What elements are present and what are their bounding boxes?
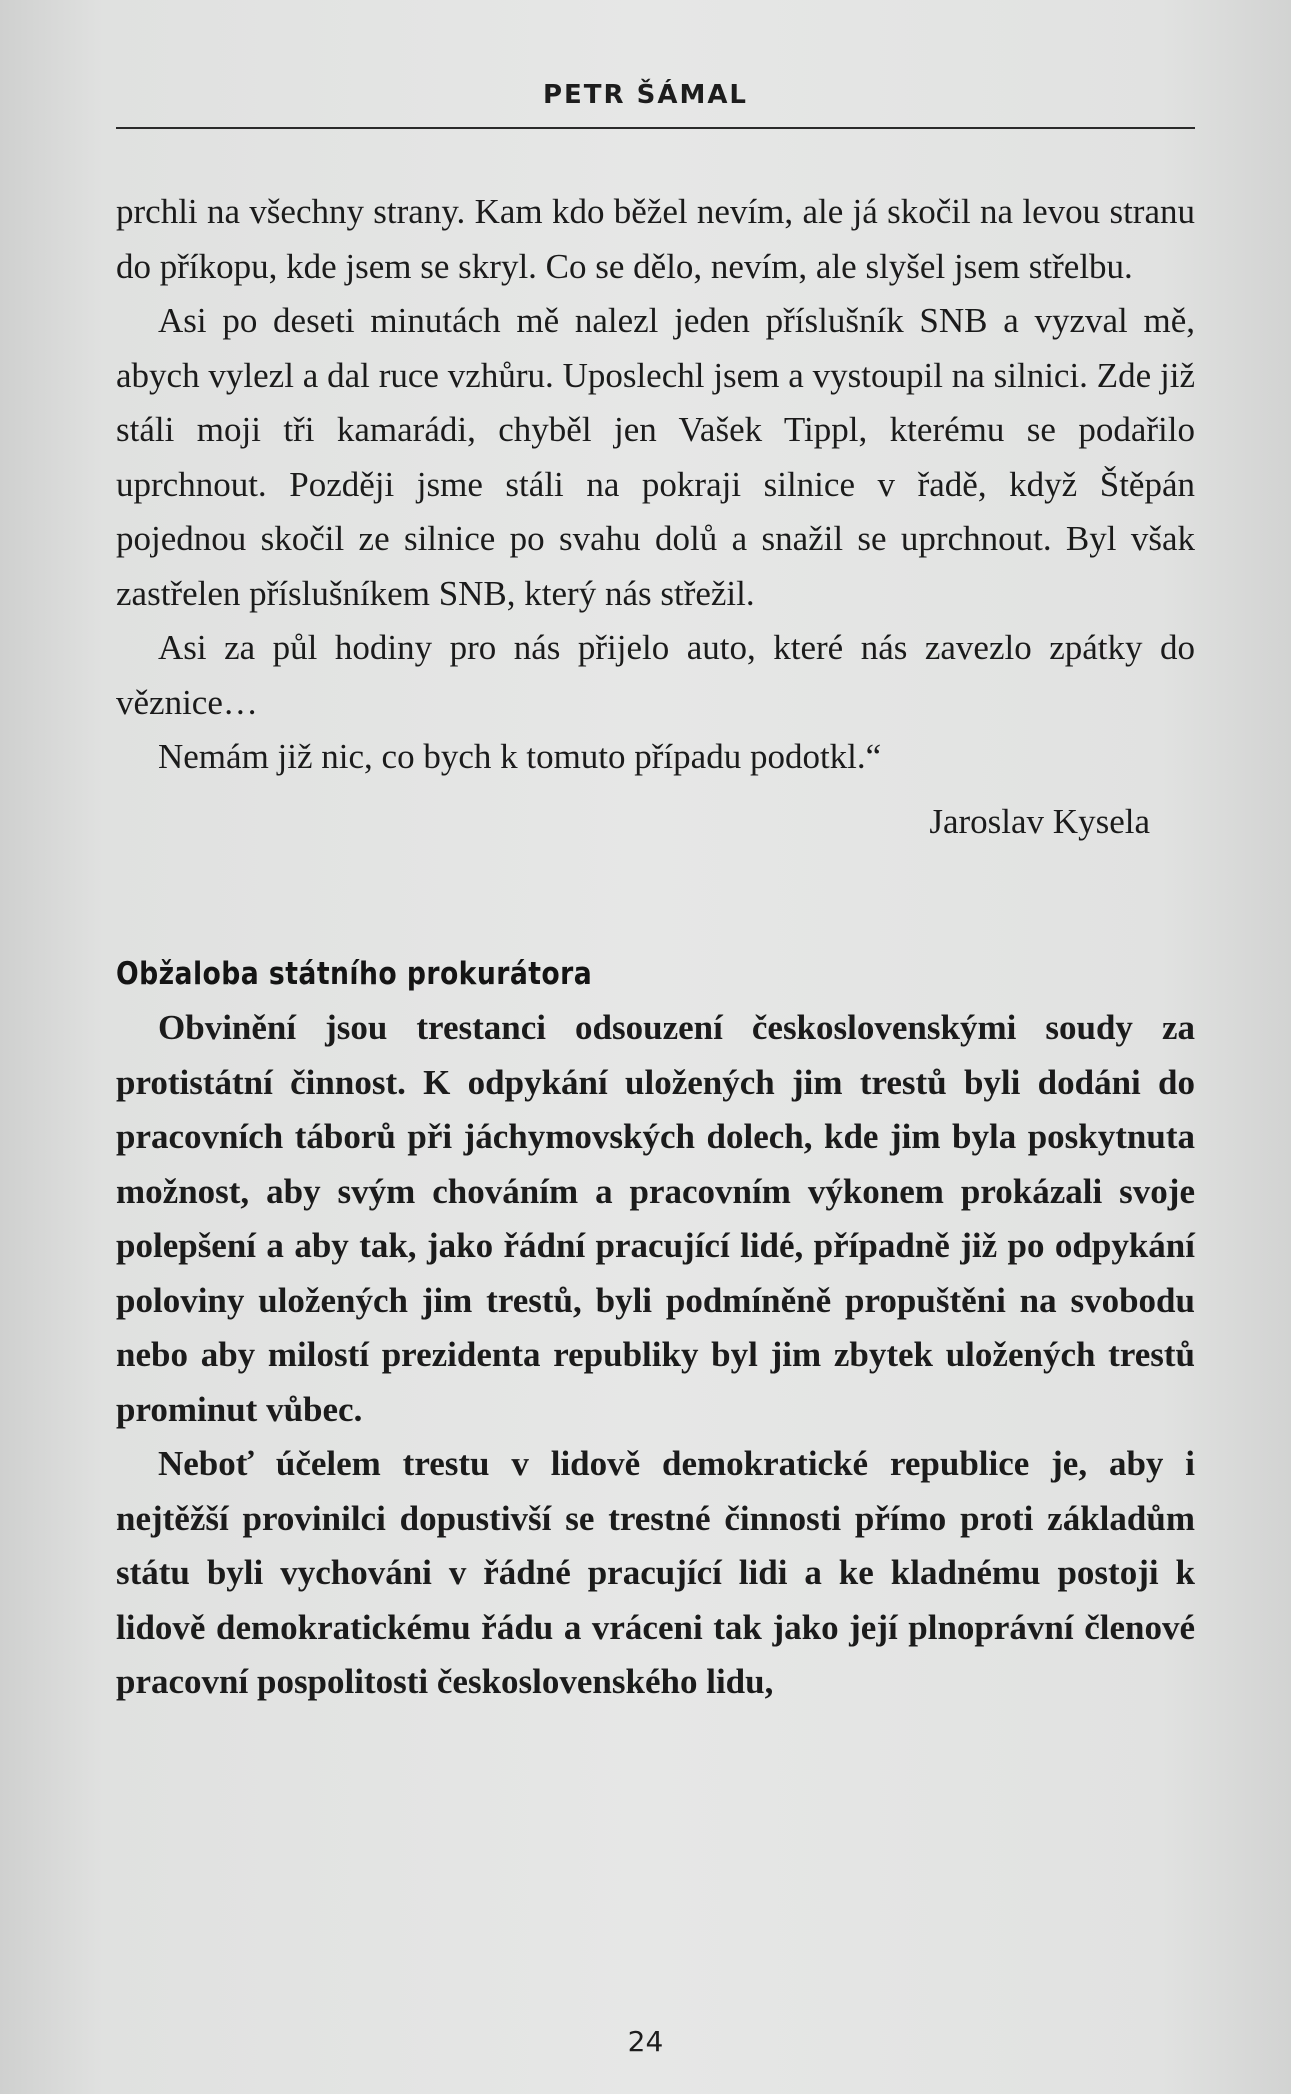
section-heading: Obžaloba státního prokurátora xyxy=(116,956,593,992)
header-rule xyxy=(116,127,1195,129)
paragraph: Nemám již nic, co bych k tomuto případu podotkl.“ xyxy=(158,737,882,776)
paragraph: Neboť účelem trestu v lidově demokratické republice je, aby i nejtěžší provinilci dopustivší se trestné činnosti přímo proti základům státu byli vychováni v řádné pracující lidi a ke kladnému postoji k lidově demokratickému řádu a vráceni tak jako její plnoprávní členové pracovní pospolitosti československého lidu, xyxy=(116,1444,1195,1701)
section-body xyxy=(116,1001,1195,1710)
paragraph: Asi po deseti minutách mě nalezl jeden příslušník SNB a vyzval mě, abych vylezl a dal ruce vzhůru. Uposlechl jsem a vystoupil na silnici. Zde již stáli moji tři kamarádi, chyběl jen Vašek Tippl, kterému se podařilo uprchnout. Později jsme stáli na pokraji silnice v řadě, když Štěpán pojednou skočil ze silnice po svahu dolů a snažil se uprchnout. Byl však zastřelen příslušníkem SNB, který nás střežil. xyxy=(116,301,1195,613)
signature: Jaroslav Kysela xyxy=(929,801,1150,841)
paragraph: prchli na všechny strany. Kam kdo běžel nevím, ale já skočil na levou stranu do příkopu, kde jsem se skryl. Co se dělo, nevím, ale slyšel jsem střelbu. xyxy=(116,192,1195,286)
body-text xyxy=(116,185,1195,1710)
paragraph: Obvinění jsou trestanci odsouzení československými soudy za protistátní činnost. K odpykání uložených jim trestů byli dodáni do pracovních táborů při jáchymovských dolech, kde jim byla poskytnuta možnost, aby svým chováním a pracovním výkonem prokázali svoje polepšení a aby tak, jako řádní pracující lidé, případně již po odpykání poloviny uložených jim trestů, byli podmíněně propuštěni na svobodu nebo aby milostí prezidenta republiky byl jim zbytek uložených trestů prominut vůbec. xyxy=(116,1008,1195,1429)
paragraph: Asi za půl hodiny pro nás přijelo auto, které nás zavezlo zpátky do věznice… xyxy=(116,628,1195,722)
page-number: 24 xyxy=(627,2025,664,2058)
running-head: PETR ŠÁMAL xyxy=(542,80,749,110)
